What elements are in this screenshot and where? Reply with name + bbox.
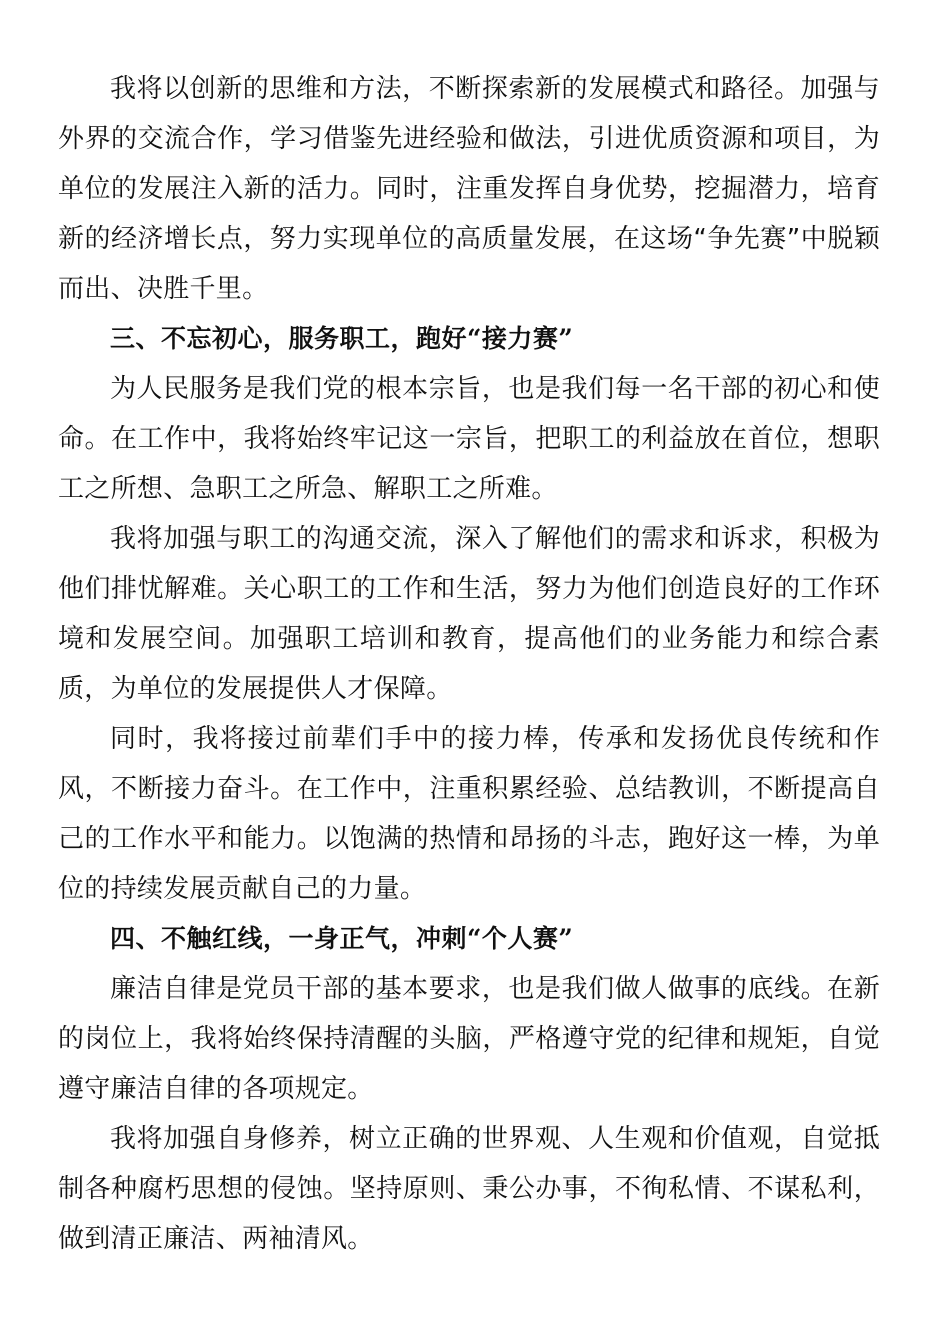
paragraph-serve-people: 为人民服务是我们党的根本宗旨，也是我们每一名干部的初心和使命。在工作中，我将始终牢记这一宗旨，把职工的利益放在首位，想职工之所想、急职工之所急、解职工之所难。 <box>58 374 880 504</box>
paragraph-self-cultivation: 我将加强自身修养，树立正确的世界观、人生观和价值观，自觉抵制各种腐朽思想的侵蚀。坚持原则、秉公办事，不徇私情、不谋私利，做到清正廉洁、两袖清风。 <box>58 1124 880 1254</box>
section-heading-3: 三、不忘初心，服务职工，跑好“接力赛” <box>110 324 574 353</box>
section-heading-4: 四、不触红线，一身正气，冲刺“个人赛” <box>110 924 574 953</box>
paragraph-relay-baton: 同时，我将接过前辈们手中的接力棒，传承和发扬优良传统和作风，不断接力奋斗。在工作中，注重积累经验、总结教训，不断提高自己的工作水平和能力。以饱满的热情和昂扬的斗志，跑好这一棒，为单位的持续发展贡献自己的力量。 <box>58 724 880 904</box>
paragraph-innovation: 我将以创新的思维和方法，不断探索新的发展模式和路径。加强与外界的交流合作，学习借鉴先进经验和做法，引进优质资源和项目，为单位的发展注入新的活力。同时，注重发挥自身优势，挖掘潜力，培育新的经济增长点，努力实现单位的高质量发展，在这场“争先赛”中脱颖而出、决胜千里。 <box>58 74 880 304</box>
paragraph-communicate-staff: 我将加强与职工的沟通交流，深入了解他们的需求和诉求，积极为他们排忧解难。关心职工的工作和生活，努力为他们创造良好的工作环境和发展空间。加强职工培训和教育，提高他们的业务能力和综合素质，为单位的发展提供人才保障。 <box>58 524 880 704</box>
document-page <box>58 64 880 1264</box>
paragraph-integrity: 廉洁自律是党员干部的基本要求，也是我们做人做事的底线。在新的岗位上，我将始终保持清醒的头脑，严格遵守党的纪律和规矩，自觉遵守廉洁自律的各项规定。 <box>58 974 880 1104</box>
